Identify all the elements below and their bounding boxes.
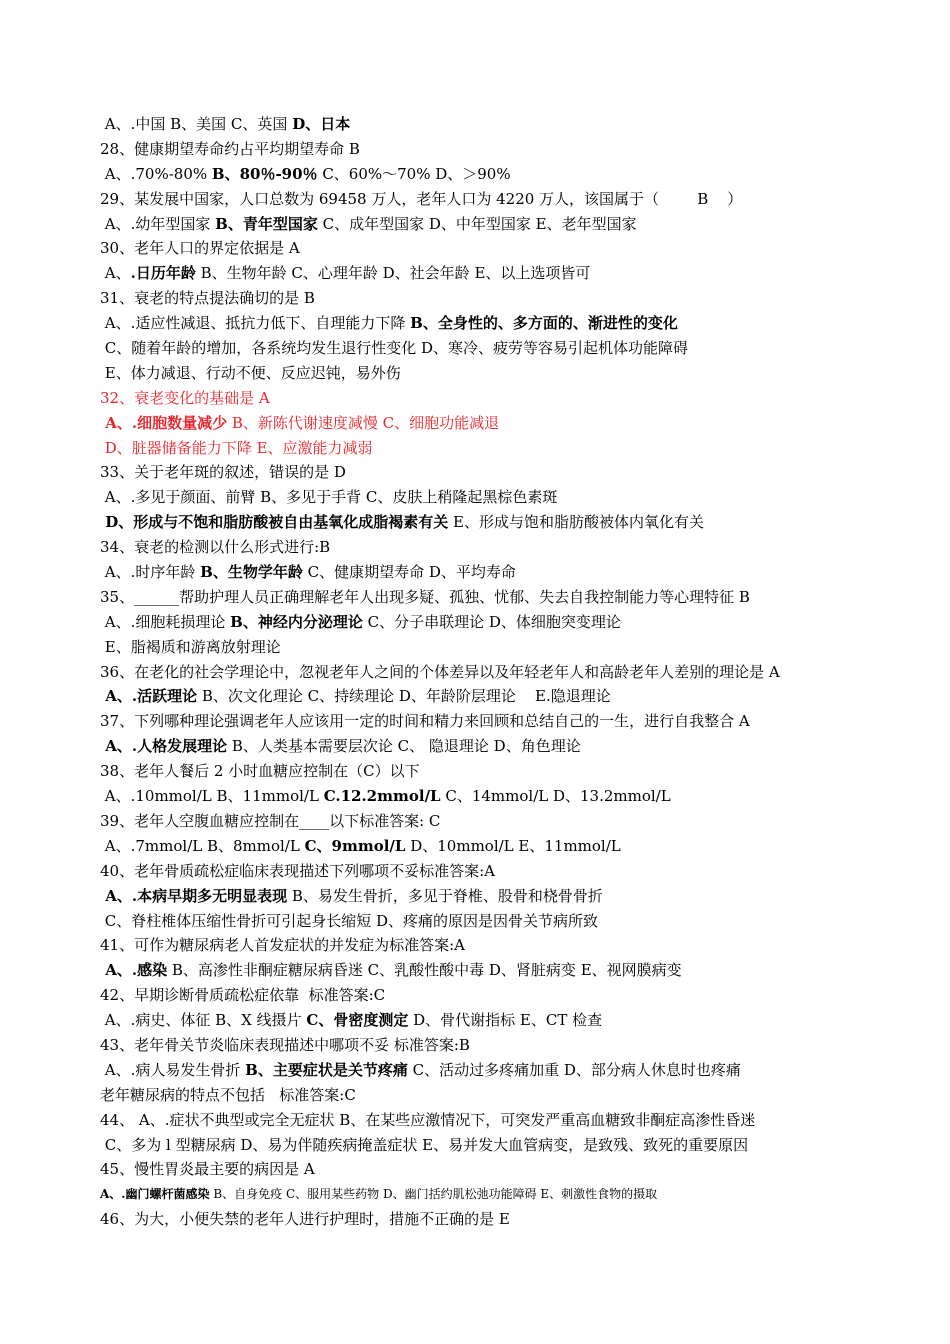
answer-text: B、80％-90％ xyxy=(211,164,318,183)
text-segment: B、新陈代谢速度减慢 C、细胞功能减退 xyxy=(227,413,500,432)
text-segment: 45、慢性胃炎最主要的病因是 A xyxy=(100,1160,315,1179)
text-line xyxy=(100,112,890,137)
text-line xyxy=(100,933,890,958)
text-segment: 43、老年骨关节炎临床表现描述中哪项不妥 标准答案:B xyxy=(100,1035,470,1054)
text-line xyxy=(100,535,890,560)
answer-text: C、骨密度测定 xyxy=(306,1011,409,1030)
text-line xyxy=(100,212,890,237)
text-line xyxy=(100,162,890,187)
text-line xyxy=(100,759,890,784)
text-segment: C、多为 l 型糖尿病 D、易为伴随疾病掩盖症状 E、易并发大血管病变，是致残、致死的重要原因 xyxy=(100,1135,749,1154)
text-segment: 30、老年人口的界定依据是 A xyxy=(100,239,300,258)
answer-text: C.12.2mmol/L xyxy=(323,787,441,806)
text-segment: C、脊柱椎体压缩性骨折可引起身长缩短 D、疼痛的原因是因骨关节病所致 xyxy=(100,911,599,930)
text-line xyxy=(100,1008,890,1033)
answer-text: B、神经内分泌理论 xyxy=(230,612,363,631)
text-segment: A、.病人易发生骨折 xyxy=(100,1060,246,1079)
answer-text: A、.活跃理论 xyxy=(100,687,198,706)
text-segment: 33、关于老年斑的叙述，错误的是 D xyxy=(100,463,346,482)
text-segment: D、骨代谢指标 E、CT 检查 xyxy=(408,1011,603,1030)
text-segment: 28、健康期望寿命约占平均期望寿命 B xyxy=(100,139,360,158)
text-segment: 35、______帮助护理人员正确理解老年人出现多疑、孤独、忧郁、失去自我控制能力等心理特征 B xyxy=(100,587,750,606)
text-segment: 40、老年骨质疏松症临床表现描述下列哪项不妥标准答案:A xyxy=(100,861,495,880)
text-line xyxy=(100,1157,890,1182)
text-line xyxy=(100,361,890,386)
text-segment: D、10mmol/L E、11mmol/L xyxy=(405,836,621,855)
text-segment: C、随着年龄的增加，各系统均发生退行性变化 D、寒冷、疲劳等容易引起机体功能障碍 xyxy=(100,339,689,358)
text-line xyxy=(100,635,890,660)
text-segment: D、脏器储备能力下降 E、应激能力减弱 xyxy=(100,438,373,457)
text-line xyxy=(100,958,890,983)
text-segment: 老年糖尿病的特点不包括 标准答案:C xyxy=(100,1085,356,1104)
text-segment: B、人类基本需要层次论 C、 隐退理论 D、角色理论 xyxy=(227,737,581,756)
answer-text: D、形成与不饱和脂肪酸被自由基氧化成脂褐素有关 xyxy=(100,513,449,532)
text-line xyxy=(100,1033,890,1058)
text-line xyxy=(100,1083,890,1108)
text-line xyxy=(100,436,890,461)
text-line xyxy=(100,411,890,436)
text-line xyxy=(100,236,890,261)
text-line xyxy=(100,909,890,934)
text-line xyxy=(100,585,890,610)
text-line xyxy=(100,784,890,809)
text-segment: C、活动过多疼痛加重 D、部分病人休息时也疼痛 xyxy=(407,1060,741,1079)
answer-text: .日历年龄 xyxy=(130,264,196,283)
text-segment: B、生物年龄 C、心理年龄 D、社会年龄 E、以上选项皆可 xyxy=(195,264,591,283)
text-segment: 31、衰老的特点提法确切的是 B xyxy=(100,289,315,308)
text-line xyxy=(100,859,890,884)
text-line xyxy=(100,1133,890,1158)
text-line xyxy=(100,1207,890,1232)
text-segment: 46、为大，小便失禁的老年人进行护理时，措施不正确的是 E xyxy=(100,1210,510,1229)
text-segment: 32、衰老变化的基础是 A xyxy=(100,388,270,407)
text-line xyxy=(100,510,890,535)
text-line xyxy=(100,286,890,311)
text-segment: A、.10mmol/L B、11mmol/L xyxy=(100,787,324,806)
text-segment: 36、在老化的社会学理论中，忽视老年人之间的个体差异以及年轻老年人和高龄老年人差别的理论是 A xyxy=(100,662,780,681)
answer-text: B、主要症状是关节疼痛 xyxy=(245,1060,408,1079)
text-line xyxy=(100,261,890,286)
text-segment: A、.细胞耗损理论 xyxy=(100,612,231,631)
text-segment: A、.时序年龄 xyxy=(100,563,201,582)
text-line xyxy=(100,386,890,411)
answer-text: A、.幽门螺杆菌感染 xyxy=(100,1187,210,1202)
text-segment: E、体力减退、行动不便、反应迟钝，易外伤 xyxy=(100,363,401,382)
document-body xyxy=(100,112,890,1232)
text-segment: C、分子串联理论 D、体细胞突变理论 xyxy=(362,612,621,631)
text-segment: A、.病史、体征 B、X 线摄片 xyxy=(100,1011,307,1030)
text-line xyxy=(100,610,890,635)
text-segment: 29、某发展中国家，人口总数为 69458 万人，老年人口为 4220 万人，该国属于（ B ） xyxy=(100,189,743,208)
text-line xyxy=(100,660,890,685)
text-segment: 42、早期诊断骨质疏松症依靠 标准答案:C xyxy=(100,986,386,1005)
text-segment: C、成年型国家 D、中年型国家 E、老年型国家 xyxy=(317,214,637,233)
answer-text: B、全身性的、多方面的、渐进性的变化 xyxy=(410,314,678,333)
text-line xyxy=(100,137,890,162)
answer-text: B、青年型国家 xyxy=(215,214,318,233)
text-line xyxy=(100,684,890,709)
text-segment: E、形成与饱和脂肪酸被体内氧化有关 xyxy=(448,513,704,532)
text-segment: A、 xyxy=(100,264,131,283)
text-line xyxy=(100,1108,890,1133)
text-line xyxy=(100,884,890,909)
text-segment: 44、 A、.症状不典型或完全无症状 B、在某些应激情况下，可突发严重高血糖致非酮症高渗性昏迷 xyxy=(100,1110,756,1129)
text-segment: A、.适应性减退、抵抗力低下、自理能力下降 xyxy=(100,314,411,333)
text-line xyxy=(100,734,890,759)
text-segment: B、次文化理论 C、持续理论 D、年龄阶层理论 E.隐退理论 xyxy=(197,687,611,706)
text-line xyxy=(100,1058,890,1083)
text-segment: A、.幼年型国家 xyxy=(100,214,216,233)
text-segment: A、.70%-80% xyxy=(100,164,212,183)
text-line xyxy=(100,187,890,212)
text-segment: A、.7mmol/L B、8mmol/L xyxy=(100,836,305,855)
answer-text: B、生物学年龄 xyxy=(200,563,303,582)
text-segment: C、14mmol/L D、13.2mmol/L xyxy=(440,787,671,806)
text-segment: 34、衰老的检测以什么形式进行:B xyxy=(100,538,331,557)
text-line xyxy=(100,485,890,510)
text-segment: 41、可作为糖尿病老人首发症状的并发症为标准答案:A xyxy=(100,936,465,955)
text-segment: A、.多见于颜面、前臂 B、多见于手背 C、皮肤上稍隆起黑棕色素斑 xyxy=(100,488,558,507)
answer-text: A、.细胞数量减少 xyxy=(100,413,228,432)
answer-text: A、.本病早期多无明显表现 xyxy=(100,886,288,905)
text-line xyxy=(100,460,890,485)
text-segment: 37、下列哪种理论强调老年人应该用一定的时间和精力来回顾和总结自己的一生，进行自我整合 A xyxy=(100,712,750,731)
text-line xyxy=(100,311,890,336)
text-segment: A、.中国 B、美国 C、英国 xyxy=(100,115,293,133)
text-line xyxy=(100,709,890,734)
answer-text: C、9mmol/L xyxy=(304,836,406,855)
answer-text: A、.人格发展理论 xyxy=(100,737,228,756)
text-segment: B、高渗性非酮症糖尿病昏迷 C、乳酸性酸中毒 D、肾脏病变 E、视网膜病变 xyxy=(167,961,682,980)
text-segment: E、脂褐质和游离放射理论 xyxy=(100,637,281,656)
text-segment: B、自身免疫 C、服用某些药物 D、幽门括约肌松弛功能障碍 E、刺激性食物的摄取 xyxy=(209,1187,658,1202)
answer-text: D、日本 xyxy=(292,115,351,133)
text-line xyxy=(100,834,890,859)
text-segment: 38、老年人餐后 2 小时血糖应控制在（C）以下 xyxy=(100,762,420,781)
answer-text: A、.感染 xyxy=(100,961,168,980)
text-line xyxy=(100,809,890,834)
text-line xyxy=(100,983,890,1008)
text-segment: 39、老年人空腹血糖应控制在____以下标准答案: C xyxy=(100,811,441,830)
text-line xyxy=(100,336,890,361)
text-segment: B、易发生骨折，多见于脊椎、股骨和桡骨骨折 xyxy=(287,886,603,905)
text-segment: C、60%～70% D、＞90% xyxy=(317,164,511,183)
text-line xyxy=(100,560,890,585)
text-segment: C、健康期望寿命 D、平均寿命 xyxy=(302,563,516,582)
text-line xyxy=(100,1182,890,1207)
